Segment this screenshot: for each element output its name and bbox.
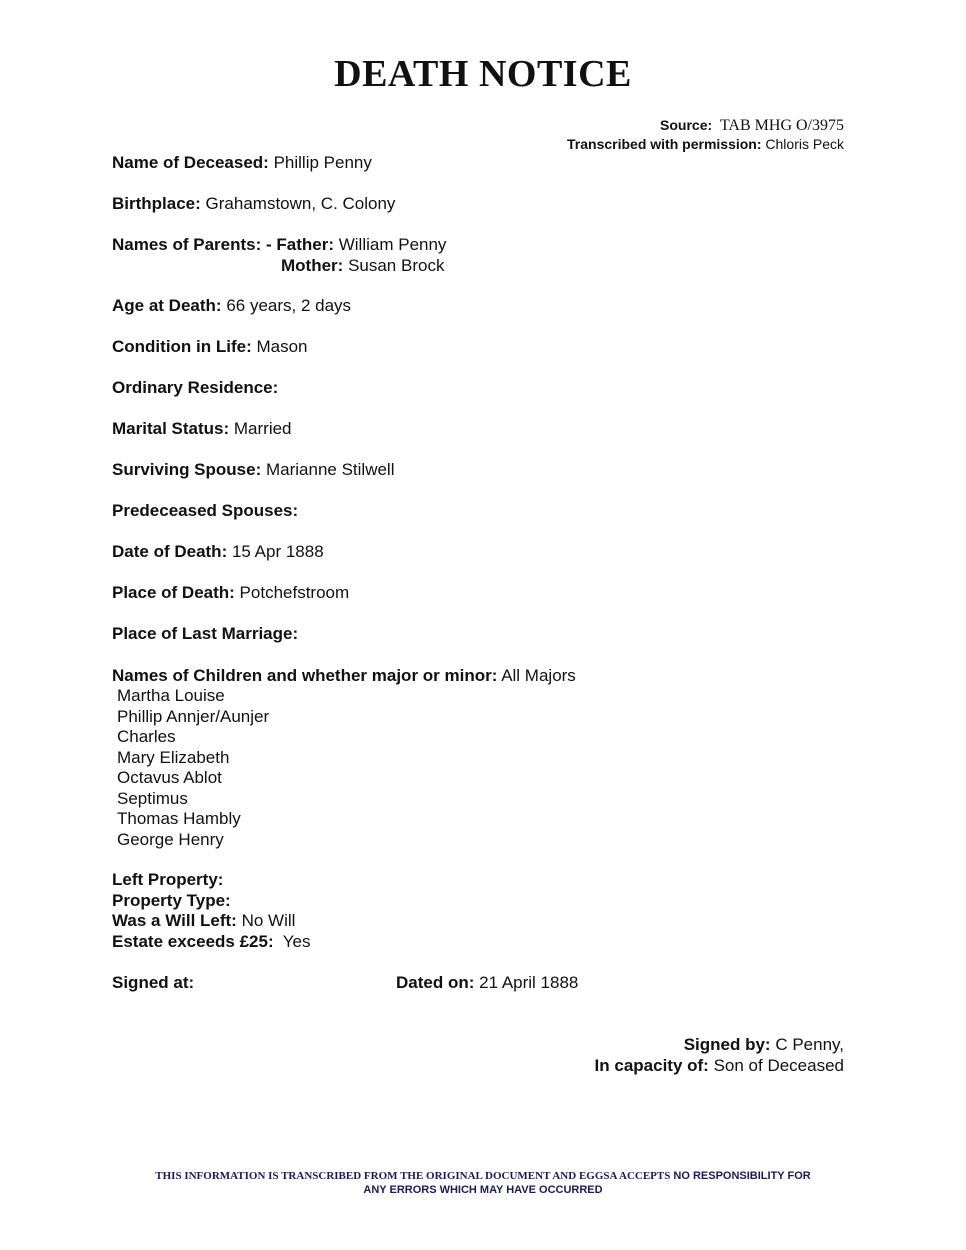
field-label: Property Type: [112,890,231,910]
capacity-value: Son of Deceased [713,1056,844,1075]
child-name: Thomas Hambly [117,809,241,828]
field-residence [112,377,278,399]
child-name: Phillip Annjer/Aunjer [117,706,270,726]
source-block [567,116,844,153]
permission-label: Transcribed with permission: [567,136,762,152]
source-value: TAB MHG O/3975 [719,117,844,134]
field-label: Birthplace: [112,194,201,213]
field-place-of-death [112,582,349,604]
field-predeceased [112,500,298,522]
field-condition [112,336,308,358]
field-value: Mason [256,337,308,356]
field-label: Estate exceeds £25: [112,931,274,951]
signed-by-value: C Penny, [775,1035,844,1054]
disclaimer-line-2: ANY ERRORS WHICH MAY HAVE OCCURRED [363,1184,603,1196]
signature-block [595,1034,844,1076]
field-value: 66 years, 2 days [226,296,352,315]
field-label: Was a Will Left: [112,911,237,930]
child-name: Charles [117,727,176,746]
permission-value: Chloris Peck [765,136,844,152]
permission-line [567,135,844,153]
disclaimer-sans-text: NO RESPONSIBILITY FOR [673,1170,811,1182]
child-name: George Henry [117,829,224,849]
field-value: William Penny [338,235,447,254]
field-label: Place of Death: [112,583,235,602]
field-value: Susan Brock [348,256,445,275]
field-parents-father [112,234,446,256]
field-label: Left Property: [112,870,224,889]
source-label: Source: [660,117,713,133]
field-estate [112,931,310,953]
capacity-line [595,1055,844,1076]
field-last-marriage [112,623,298,645]
field-property-type [112,890,231,912]
field-value: Marianne Stilwell [265,460,395,479]
source-line [567,116,844,135]
child-name: Septimus [117,788,188,808]
field-marital [112,418,292,440]
field-value: Phillip Penny [273,153,372,172]
child-name: Mary Elizabeth [117,747,230,767]
field-children [112,665,576,687]
field-value: Yes [282,931,311,951]
field-date-of-death [112,541,324,563]
field-value: Grahamstown, C. Colony [205,194,396,213]
field-signed-at [112,972,194,994]
field-value: 15 Apr 1888 [231,542,324,561]
field-label: Surviving Spouse: [112,460,262,479]
field-label: Condition in Life: [112,337,252,356]
field-label: Ordinary Residence: [112,378,279,397]
field-label: Dated on: [396,973,475,992]
child-name: Martha Louise [117,686,225,705]
field-label: Place of Last Marriage: [112,624,299,643]
field-label: Name of Deceased: [112,153,269,172]
field-parents-mother [281,255,444,277]
field-label: Names of Parents: - Father: [112,235,334,254]
field-spouse [112,459,394,481]
field-age [112,295,351,317]
field-dated-on [396,972,578,994]
signed-by-label: Signed by: [683,1035,771,1054]
field-will [112,910,295,932]
page-title: DEATH NOTICE [334,53,632,95]
child-name: Octavus Ablot [117,768,222,787]
field-label: Names of Children and whether major or minor: [112,666,498,685]
field-label: Mother: [281,256,344,275]
field-label: Marital Status: [112,419,230,438]
field-label: Predeceased Spouses: [112,501,299,520]
disclaimer [0,1169,966,1197]
disclaimer-line-1 [0,1169,966,1183]
signed-by-line [595,1034,844,1055]
field-label: Signed at: [112,973,195,992]
field-value: 21 April 1888 [479,973,579,992]
field-value: All Majors [501,666,576,685]
field-name [112,152,372,174]
field-left-property [112,869,223,891]
field-value: No Will [241,911,296,930]
field-label: Date of Death: [112,542,228,561]
disclaimer-serif-text: THIS INFORMATION IS TRANSCRIBED FROM THE ORIGINAL DOCUMENT AND EGGSA ACCEPTS [155,1170,671,1182]
capacity-label: In capacity of: [594,1056,709,1075]
field-value: Potchefstroom [239,583,350,602]
field-birthplace [112,193,395,215]
field-label: Age at Death: [112,296,222,315]
field-value: Married [233,419,292,438]
